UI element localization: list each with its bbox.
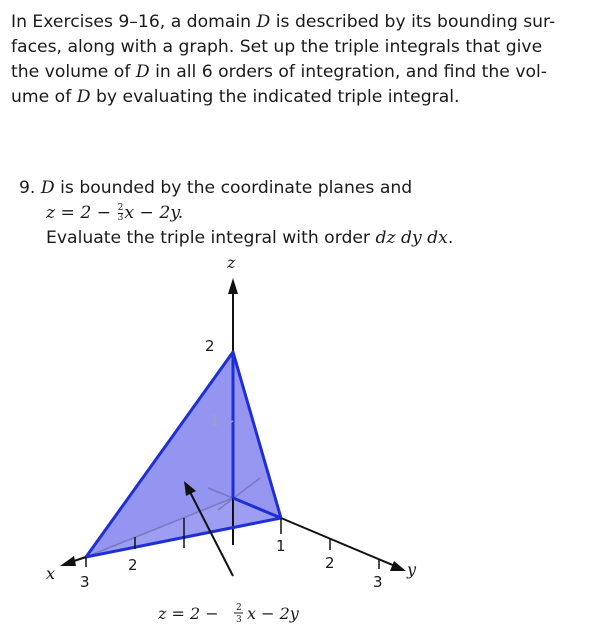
x-tick-label-2: 2	[128, 556, 138, 574]
y-axis	[281, 518, 395, 566]
exercise-number: 9.	[19, 178, 36, 198]
integration-order: dz dy dx	[375, 228, 448, 248]
intro-text: ume of	[11, 87, 77, 107]
surface-equation-lhs: z = 2 −	[158, 604, 219, 623]
y-tick-label-3: 3	[373, 573, 383, 591]
z-axis-arrow	[228, 278, 238, 294]
y-axis-arrow	[390, 561, 406, 571]
exercise-text: .	[447, 228, 454, 248]
intro-text: by evaluating the indicated triple integral.	[90, 87, 460, 107]
surface-equation-denominator: 3	[236, 615, 242, 625]
y-tick-label-1: 1	[276, 537, 286, 555]
x-axis-arrow	[60, 556, 76, 566]
intro-text: is described by its bounding sur-	[270, 12, 556, 32]
intro-line-2: faces, along with a graph. Set up the triple integrals that give	[11, 37, 543, 57]
equation-lhs: z = 2 −	[46, 203, 117, 223]
intro-text: the volume of	[11, 62, 136, 82]
variable-D: D	[76, 87, 91, 107]
z-tick-label-2: 2	[205, 337, 215, 355]
x-tick-label-3: 3	[80, 573, 90, 591]
surface-equation-numerator: 2	[236, 603, 242, 613]
z-axis-label: z	[227, 253, 236, 272]
z-tick-label-1: 1	[210, 412, 220, 430]
x-axis-label: x	[46, 564, 56, 583]
exercise-text: Evaluate the triple integral with order	[46, 228, 376, 248]
fraction-denominator: 3	[117, 212, 124, 223]
fraction-numerator: 2	[117, 202, 124, 213]
y-tick-label-2: 2	[325, 554, 335, 572]
y-axis-label: y	[407, 560, 417, 579]
variable-D: D	[40, 178, 55, 198]
exercise-text: is bounded by the coordinate planes and	[54, 178, 413, 198]
variable-D: D	[135, 62, 150, 82]
intro-text: in all 6 orders of integration, and find the vol-	[149, 62, 548, 82]
equation-rhs: x − 2y.	[124, 203, 184, 223]
intro-text: In Exercises 9–16, a domain	[11, 12, 257, 32]
variable-D: D	[256, 12, 271, 32]
surface-equation-rhs: x − 2y	[247, 604, 299, 623]
